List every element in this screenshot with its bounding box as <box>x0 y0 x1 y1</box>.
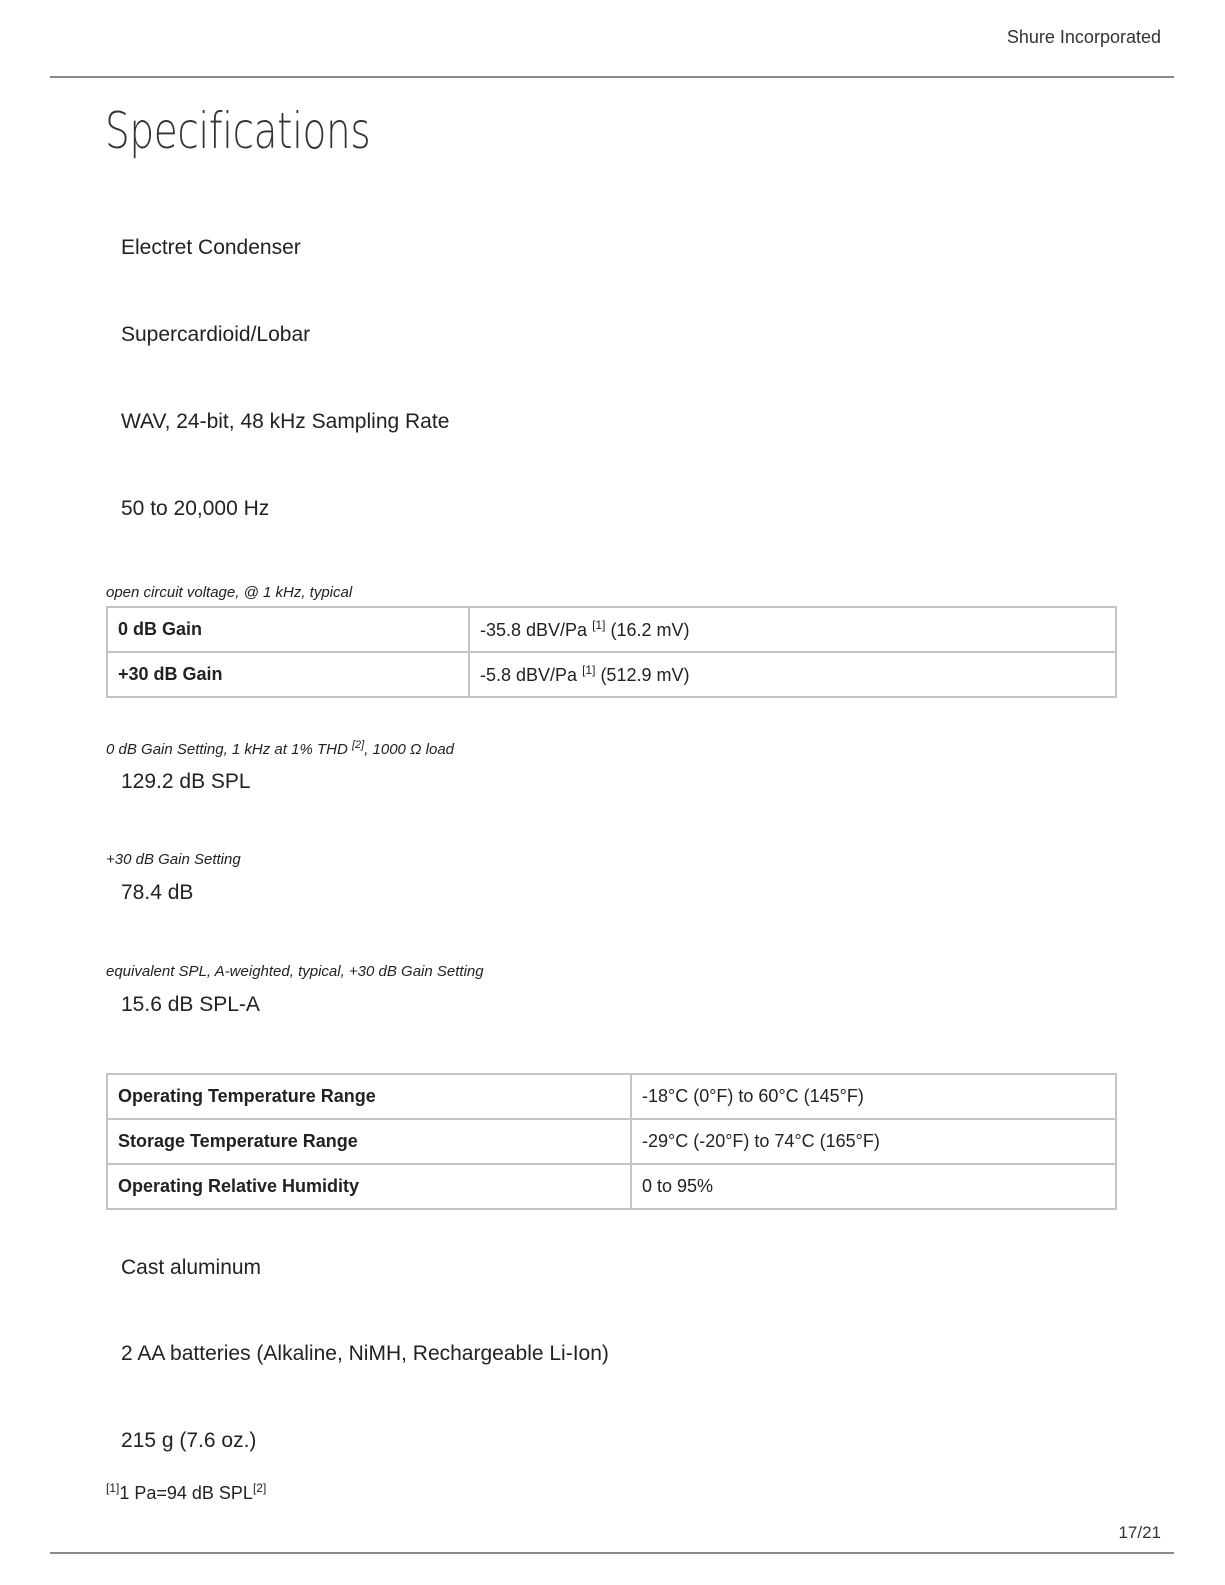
page-number: 17/21 <box>1118 1523 1161 1542</box>
environment-label: Storage Temperature Range <box>107 1119 631 1164</box>
table-row <box>107 1119 1116 1164</box>
frequency-response-value: 50 to 20,000 Hz <box>121 497 270 520</box>
environment-value: -18°C (0°F) to 60°C (145°F) <box>631 1074 1116 1119</box>
environment-value: -29°C (-20°F) to 74°C (165°F) <box>631 1119 1116 1164</box>
footnote: [1]1 Pa=94 dB SPL[2] <box>106 1481 267 1503</box>
max-spl-value: 129.2 dB SPL <box>121 770 251 793</box>
environment-table <box>106 1073 1117 1210</box>
recording-format-value: WAV, 24-bit, 48 kHz Sampling Rate <box>121 410 450 433</box>
self-noise-value: 15.6 dB SPL-A <box>121 993 260 1016</box>
weight-value: 215 g (7.6 oz.) <box>121 1429 257 1452</box>
company-name: Shure Incorporated <box>1006 27 1161 47</box>
table-row <box>107 1074 1116 1119</box>
table-row <box>107 1164 1116 1209</box>
sensitivity-label: 0 dB Gain <box>107 607 469 652</box>
snr-value: 78.4 dB <box>121 881 194 904</box>
table-row <box>107 652 1116 697</box>
sensitivity-note: open circuit voltage, @ 1 kHz, typical <box>106 584 353 601</box>
snr-note: +30 dB Gain Setting <box>106 851 241 868</box>
sensitivity-value: -35.8 dBV/Pa [1] (16.2 mV) <box>469 607 1116 652</box>
footer-divider <box>50 1552 1174 1554</box>
sensitivity-label: +30 dB Gain <box>107 652 469 697</box>
environment-label: Operating Relative Humidity <box>107 1164 631 1209</box>
sensitivity-table <box>106 606 1117 698</box>
cartridge-type-value: Electret Condenser <box>121 236 301 259</box>
sensitivity-value: -5.8 dBV/Pa [1] (512.9 mV) <box>469 652 1116 697</box>
housing-value: Cast aluminum <box>121 1256 262 1279</box>
max-spl-note: 0 dB Gain Setting, 1 kHz at 1% THD [2], 1000 Ω load <box>106 739 454 758</box>
page-title: Specifications <box>105 102 371 160</box>
header-divider <box>50 76 1174 78</box>
environment-label: Operating Temperature Range <box>107 1074 631 1119</box>
table-row <box>107 607 1116 652</box>
polar-pattern-value: Supercardioid/Lobar <box>121 323 311 346</box>
environment-value: 0 to 95% <box>631 1164 1116 1209</box>
self-noise-note: equivalent SPL, A-weighted, typical, +30 dB Gain Setting <box>106 963 484 980</box>
power-requirements-value: 2 AA batteries (Alkaline, NiMH, Rechargeable Li-Ion) <box>121 1342 609 1365</box>
